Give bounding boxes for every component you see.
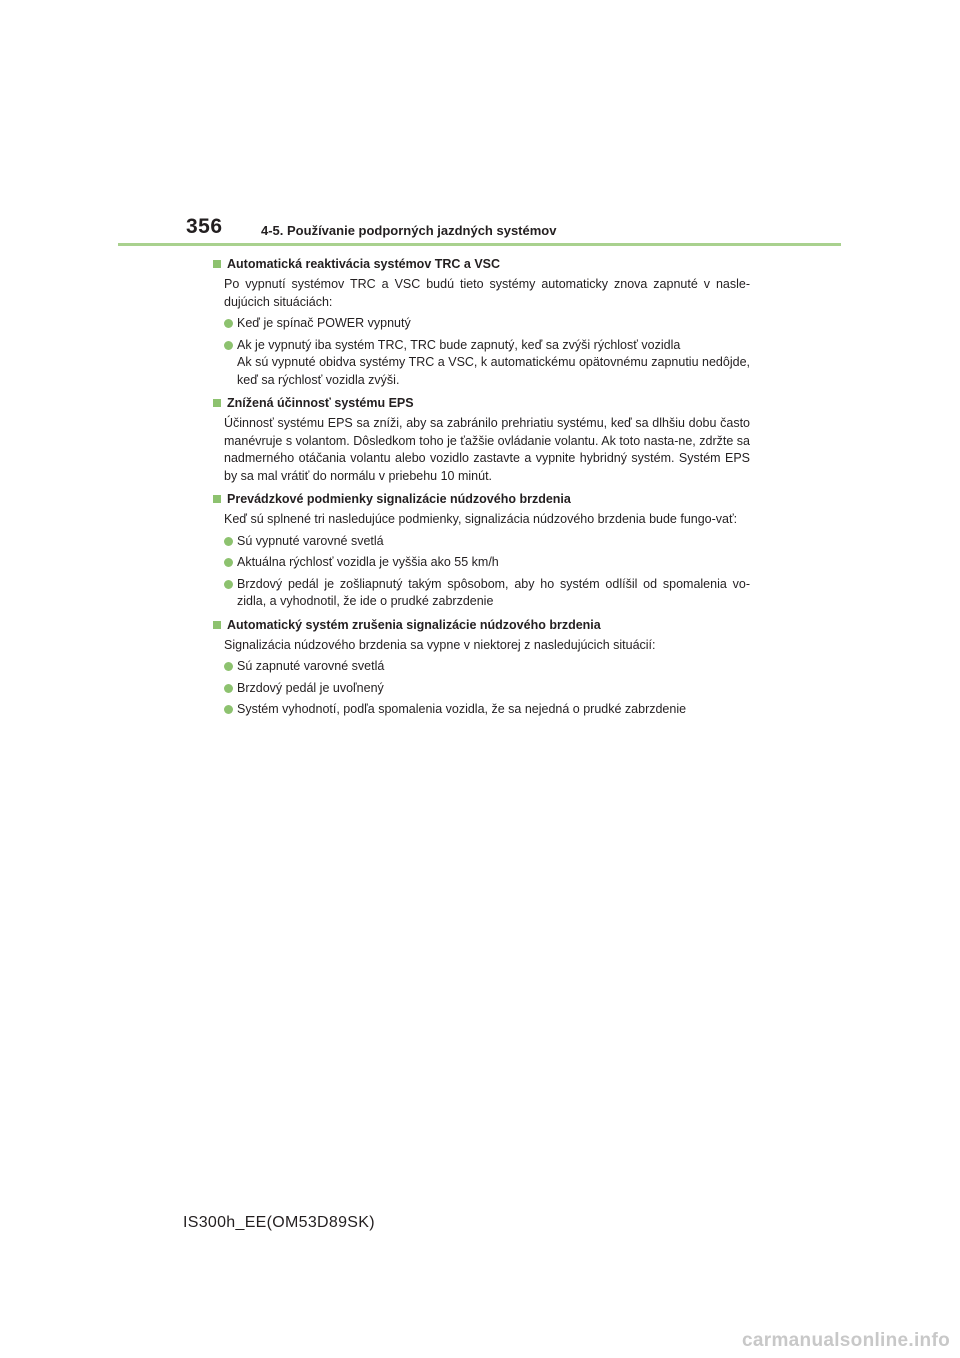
- list-item: [224, 576, 750, 611]
- circle-bullet-icon: [224, 319, 233, 328]
- section-heading: [210, 395, 750, 412]
- list-item-text: Ak je vypnutý iba systém TRC, TRC bude zapnutý, keď sa zvýši rýchlosť vozidla: [237, 337, 681, 352]
- circle-bullet-icon: [224, 341, 233, 350]
- list-item: [224, 701, 750, 719]
- list-item-text: Brzdový pedál je uvoľnený: [237, 680, 384, 695]
- section-trc-vsc-reactivation: [210, 256, 750, 389]
- watermark: carmanualsonline.info: [742, 1330, 950, 1351]
- list-item-text: Sú vypnuté varovné svetlá: [237, 533, 384, 548]
- paragraph: Signalizácia núdzového brzdenia sa vypne v niektorej z nasledujúcich situácií:: [224, 637, 656, 652]
- heading-text: Automatická reaktivácia systémov TRC a VSC: [227, 257, 501, 271]
- section-heading: [210, 491, 750, 508]
- list-item-body: [237, 337, 750, 390]
- list-item: [224, 554, 750, 572]
- list-item-extra: Ak sú vypnuté obidva systémy TRC a VSC, k automatickému opätovnému zapnutiu nedôjde, keď sa rýchlosť vozidla zvýši.: [237, 355, 750, 387]
- list-item-text: Brzdový pedál je zošliapnutý takým spôsobom, aby ho systém odlíšil od spomalenia vo-zidla, a vyhodnotil, že ide o prudké zabrzdenie: [237, 576, 750, 608]
- circle-bullet-icon: [224, 580, 233, 589]
- list-item: [224, 337, 750, 390]
- heading-text: Automatický systém zrušenia signalizácie núdzového brzdenia: [227, 617, 601, 632]
- section-emergency-brake-conditions: [210, 491, 750, 611]
- list-item: [224, 315, 750, 333]
- section-emergency-brake-cancel: [210, 617, 750, 719]
- paragraph: Účinnosť systému EPS sa zníži, aby sa zabránilo prehriatiu systému, keď sa dlhšiu dobu často manévruje s volantom. Dôsledkom toho je ťažšie ovládanie volantu. Ak toto nasta-ne, zdržte sa nadmerného otáčania volantu alebo vozidlo zastavte a vypnite hybridný systém. Systém EPS by sa mal vrátiť do normálu v priebehu 10 minút.: [224, 416, 750, 483]
- circle-bullet-icon: [224, 684, 233, 693]
- list-item-text: Systém vyhodnotí, podľa spomalenia vozidla, že sa nejedná o prudké zabrzdenie: [237, 702, 687, 716]
- section-eps-reduced: [210, 395, 750, 485]
- square-bullet-icon: [213, 399, 221, 407]
- list-item: [224, 533, 750, 551]
- list-item: [224, 680, 750, 698]
- circle-bullet-icon: [224, 662, 233, 671]
- list-item-text: Aktuálna rýchlosť vozidla je vyššia ako 55 km/h: [237, 555, 499, 569]
- circle-bullet-icon: [224, 705, 233, 714]
- section-heading: [210, 617, 750, 634]
- list-item: [224, 658, 750, 676]
- section-heading: [210, 256, 750, 273]
- paragraph: Keď sú splnené tri nasledujúce podmienky, signalizácia núdzového brzdenia bude fungo-vať:: [224, 512, 738, 526]
- paragraph: Po vypnutí systémov TRC a VSC budú tieto systémy automaticky znova zapnuté v nasle-dujúcich situáciách:: [224, 277, 750, 309]
- heading-text: Znížená účinnosť systému EPS: [227, 396, 414, 410]
- list-item-text: Sú zapnuté varovné svetlá: [237, 659, 385, 673]
- circle-bullet-icon: [224, 537, 233, 546]
- section-title: 4-5. Používanie podporných jazdných systémov: [261, 223, 557, 238]
- square-bullet-icon: [213, 260, 221, 268]
- header-rule: [118, 243, 841, 246]
- circle-bullet-icon: [224, 558, 233, 567]
- square-bullet-icon: [213, 495, 221, 503]
- heading-text: Prevádzkové podmienky signalizácie núdzového brzdenia: [227, 492, 571, 506]
- page-content: [210, 256, 750, 723]
- list-item-text: Keď je spínač POWER vypnutý: [237, 316, 411, 330]
- page-number: 356: [186, 215, 223, 238]
- square-bullet-icon: [213, 621, 221, 629]
- manual-code: IS300h_EE(OM53D89SK): [183, 1214, 375, 1231]
